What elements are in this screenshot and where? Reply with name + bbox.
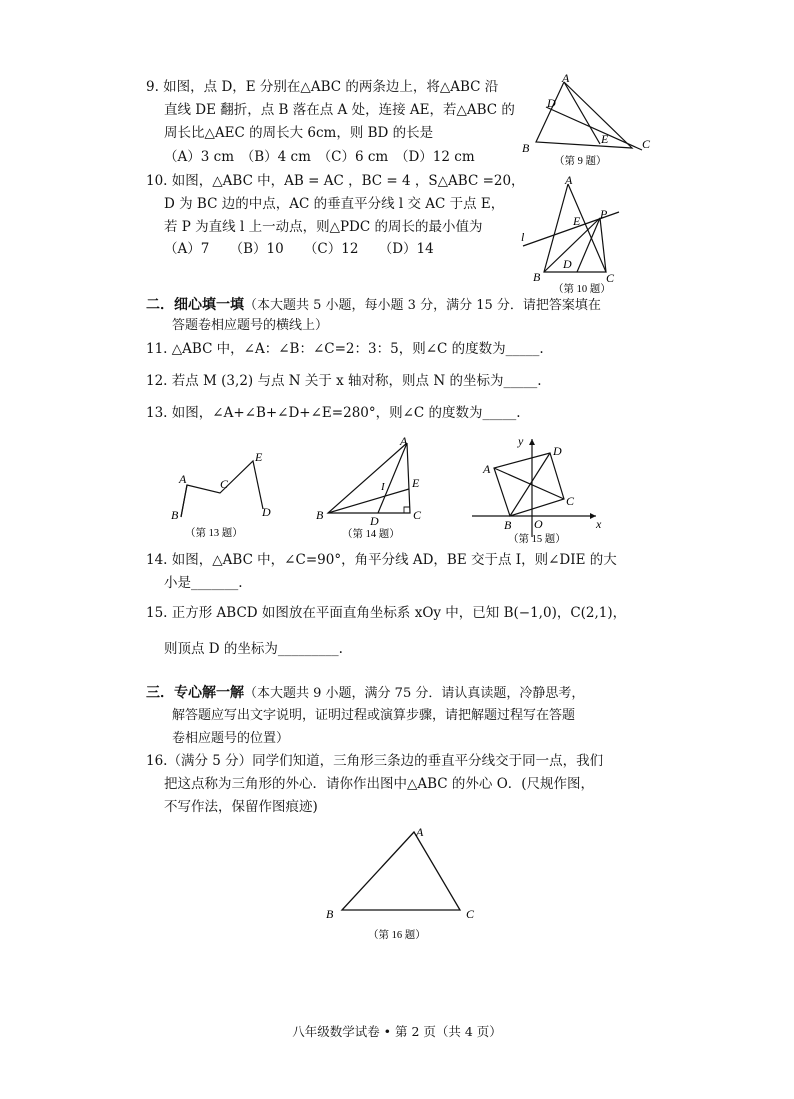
q14-label-i: I	[381, 481, 385, 493]
q10-caption: （第 10 题）	[553, 284, 611, 295]
section-2-heading	[146, 296, 601, 315]
q9-caption: （第 9 题）	[554, 156, 607, 167]
q15-line2: 则顶点 D 的坐标为_________.	[164, 641, 343, 657]
q10-line1: 10. 如图，△ABC 中，AB = AC ，BC = 4 ，S△ABC =20，	[146, 173, 525, 189]
q11-text: 11. △ABC 中，∠A：∠B：∠C=2：3：5，则∠C 的度数为_____.	[146, 341, 544, 357]
figure-q15	[468, 433, 608, 545]
q15-label-y: y	[518, 434, 524, 448]
q16-label-b: B	[326, 907, 334, 921]
figure-q9	[518, 72, 658, 167]
q9-label-b: B	[522, 141, 530, 155]
section-3-heading	[146, 684, 584, 703]
q13-text: 13. 如图，∠A+∠B+∠D+∠E=280°，则∠C 的度数为_____.	[146, 405, 521, 421]
q15-label-c: C	[566, 494, 575, 508]
q14-bisector-be	[328, 489, 409, 513]
q14-line2: 小是_______.	[164, 575, 243, 591]
q14-label-e: E	[412, 476, 420, 490]
q10-line3: 若 P 为直线 l 上一动点，则△PDC 的周长的最小值为	[164, 219, 483, 235]
q10-label-e: E	[573, 214, 581, 228]
q13-label-d: D	[262, 505, 271, 519]
q9-label-d: D	[547, 96, 556, 110]
q15-label-x: x	[596, 517, 602, 531]
q9-label-e: E	[601, 132, 609, 146]
q15-line1: 15. 正方形 ABCD 如图放在平面直角坐标系 xOy 中，已知 B(−1,0)，C(2,1)，	[146, 605, 627, 621]
q10-label-d: D	[563, 257, 572, 271]
q14-triangle	[328, 443, 410, 513]
q14-label-b: B	[316, 508, 324, 522]
q16-line1: 16.（满分 5 分）同学们知道，三角形三条边的垂直平分线交于同一点，我们	[146, 753, 604, 769]
q15-square	[494, 453, 564, 516]
q15-diagonal-ac	[494, 468, 564, 499]
q9-label-a: A	[562, 72, 570, 85]
section-2-note: （本大题共 5 小题，每小题 3 分，满分 15 分．请把答案填在	[244, 298, 601, 313]
section-3-note: （本大题共 9 小题，满分 75 分．请认真读题，冷静思考，	[244, 686, 585, 701]
q16-triangle	[342, 832, 460, 910]
q10-segment-pb	[544, 218, 600, 272]
q10-label-b: B	[533, 270, 541, 284]
q14-label-c: C	[413, 508, 422, 522]
q16-label-a: A	[416, 825, 424, 839]
q13-label-c: C	[220, 477, 229, 491]
q15-caption: （第 15 题）	[508, 534, 566, 545]
q10-line2: D 为 BC 边的中点，AC 的垂直平分线 l 交 AC 于点 E，	[164, 196, 505, 212]
q9-line1: 9. 如图，点 D，E 分别在△ABC 的两条边上，将△ABC 沿	[146, 79, 499, 95]
q10-label-p: P	[600, 207, 608, 221]
q16-caption: （第 16 题）	[368, 930, 426, 941]
q15-label-a: A	[483, 462, 491, 476]
q13-label-a: A	[179, 472, 187, 486]
q12-text: 12. 若点 M (3,2) 与点 N 关于 x 轴对称，则点 N 的坐标为_____.	[146, 373, 542, 389]
q9-triangle	[536, 82, 632, 148]
q10-label-c: C	[606, 271, 615, 285]
q15-label-d: D	[553, 444, 562, 458]
q9-label-c: C	[642, 137, 651, 151]
section-3-title: 三．专心解一解	[146, 685, 244, 701]
q9-options: （A）3 cm （B）4 cm （C）6 cm （D）12 cm	[164, 149, 475, 165]
figure-q10	[515, 170, 635, 295]
section-3-note-line2: 解答题应写出文字说明，证明过程或演算步骤，请把解题过程写在答题	[172, 708, 576, 723]
q14-caption: （第 14 题）	[342, 529, 400, 540]
q16-label-c: C	[466, 907, 475, 921]
q9-segment-ae	[564, 82, 600, 144]
q10-options: （A）7 （B）10 （C）12 （D）14	[164, 241, 434, 257]
figure-q13	[165, 445, 285, 540]
q14-label-a: A	[400, 434, 408, 448]
q14-label-d: D	[370, 514, 379, 528]
q16-line3: 不写作法，保留作图痕迹)	[164, 799, 318, 815]
section-2-note-line2: 答题卷相应题号的横线上）	[172, 318, 329, 333]
q13-caption: （第 13 题）	[185, 528, 243, 539]
q14-line1: 14. 如图，△ABC 中，∠C=90°，角平分线 AD，BE 交于点 I，则∠DIE 的大	[146, 552, 617, 568]
section-3-note-line3: 卷相应题号的位置）	[172, 731, 290, 746]
q14-bisector-ad	[378, 443, 407, 513]
q10-label-a: A	[565, 173, 573, 187]
q13-label-e: E	[255, 450, 263, 464]
q15-label-b: B	[504, 518, 512, 532]
q13-label-b: B	[171, 508, 179, 522]
q10-label-l: l	[521, 230, 525, 244]
q9-line3: 周长比△AEC 的周长大 6cm，则 BD 的长是	[164, 125, 434, 141]
q15-label-o: O	[534, 517, 543, 531]
figure-q14	[312, 433, 442, 541]
section-2-title: 二．细心填一填	[146, 297, 244, 313]
q14-right-angle	[404, 507, 410, 513]
page-footer: 八年级数学试卷 • 第 2 页（共 4 页）	[292, 1024, 502, 1039]
figure-q16	[318, 822, 488, 944]
q16-line2: 把这点称为三角形的外心．请你作出图中△ABC 的外心 O．(尺规作图，	[164, 776, 595, 792]
q9-line2: 直线 DE 翻折，点 B 落在点 A 处，连接 AE，若△ABC 的	[164, 102, 515, 118]
